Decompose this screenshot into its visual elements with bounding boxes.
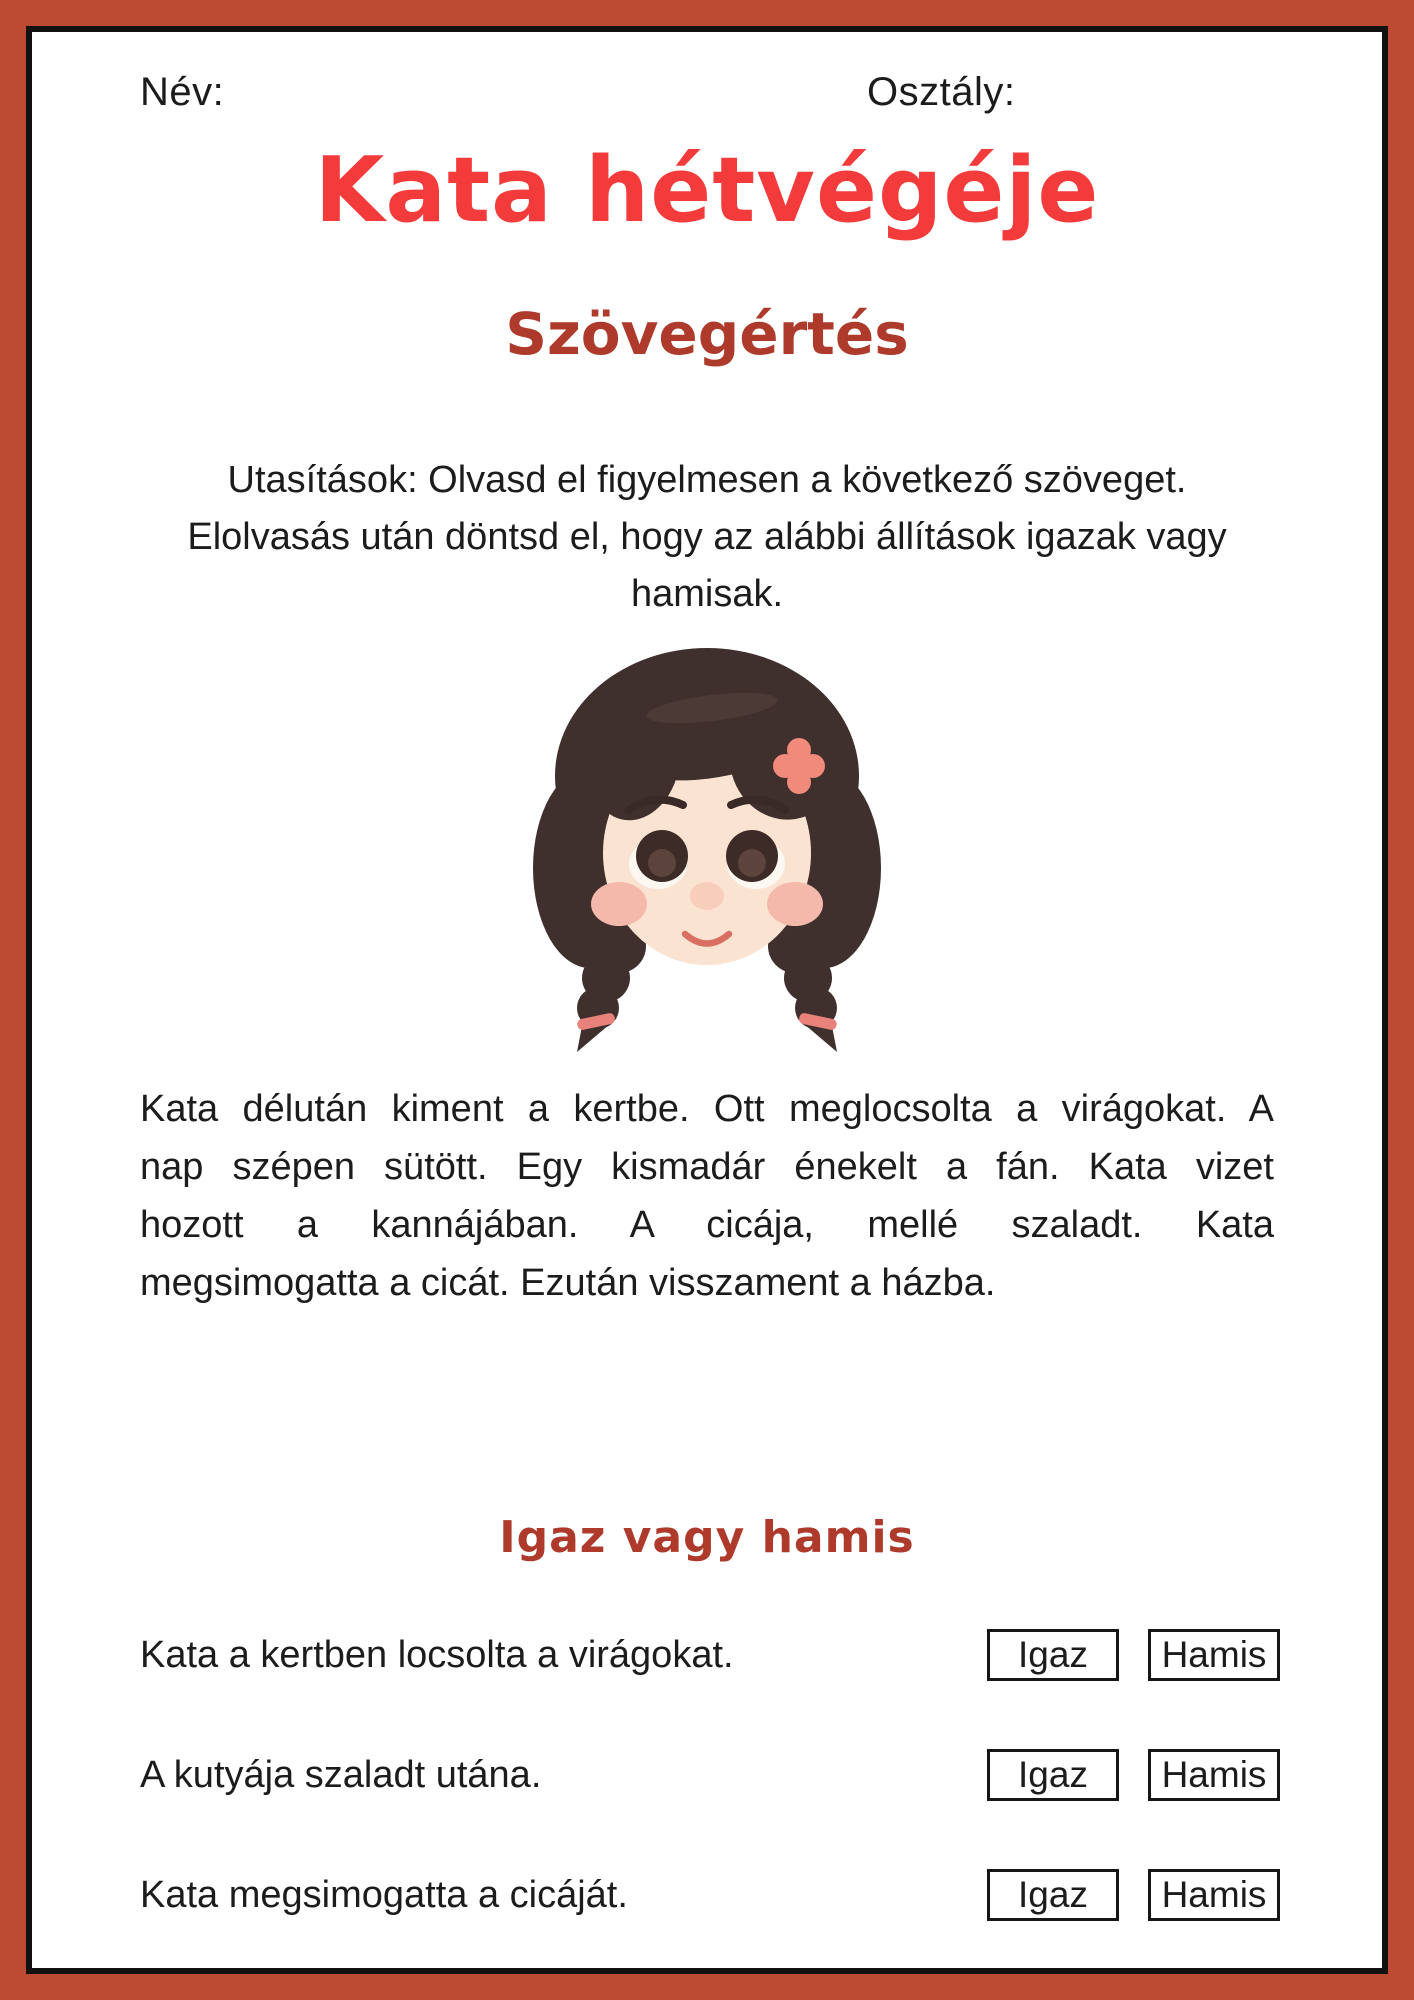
false-option-box[interactable]: Hamis <box>1148 1869 1280 1921</box>
class-label: Osztály: <box>867 70 1016 114</box>
story-paragraph <box>140 1080 1274 1312</box>
worksheet-subtitle: Szövegértés <box>505 300 909 368</box>
true-option-box[interactable]: Igaz <box>987 1869 1119 1921</box>
true-option-box[interactable]: Igaz <box>987 1629 1119 1681</box>
story-line: nap szépen sütött. Egy kismadár énekelt a fán. Kata vizet <box>140 1146 1274 1188</box>
true-option-box[interactable]: Igaz <box>987 1749 1119 1801</box>
quiz-heading: Igaz vagy hamis <box>499 1512 915 1563</box>
false-option-box[interactable]: Hamis <box>1148 1749 1280 1801</box>
story-line: Kata délután kiment a kertbe. Ott meglocsolta a virágokat. A <box>140 1088 1274 1130</box>
false-option-box[interactable]: Hamis <box>1148 1629 1280 1681</box>
statement-text: Kata megsimogatta a cicáját. <box>140 1873 628 1916</box>
answer-boxes <box>987 1749 1280 1801</box>
story-line: megsimogatta a cicát. Ezután visszament a házba. <box>140 1262 996 1304</box>
instructions-line: Elolvasás után döntsd el, hogy az alábbi állítások igazak vagy <box>187 516 1227 558</box>
statement-text: A kutyája szaladt utána. <box>140 1753 542 1796</box>
instructions-line: hamisak. <box>630 573 784 615</box>
nose <box>690 882 724 910</box>
answer-boxes <box>987 1869 1280 1921</box>
worksheet-title: Kata hétvégéje <box>314 138 1100 243</box>
statement-row <box>140 1628 1280 1682</box>
statement-row <box>140 1748 1280 1802</box>
girl-illustration <box>527 628 887 1058</box>
name-label: Név: <box>140 70 225 114</box>
instructions-text <box>0 452 1414 623</box>
statement-row <box>140 1868 1280 1922</box>
statement-text: Kata a kertben locsolta a virágokat. <box>140 1633 734 1676</box>
story-line: hozott a kannájában. A cicája, mellé szaladt. Kata <box>140 1204 1274 1246</box>
instructions-line: Utasítások: Olvasd el figyelmesen a következő szöveget. <box>227 459 1187 501</box>
answer-boxes <box>987 1629 1280 1681</box>
